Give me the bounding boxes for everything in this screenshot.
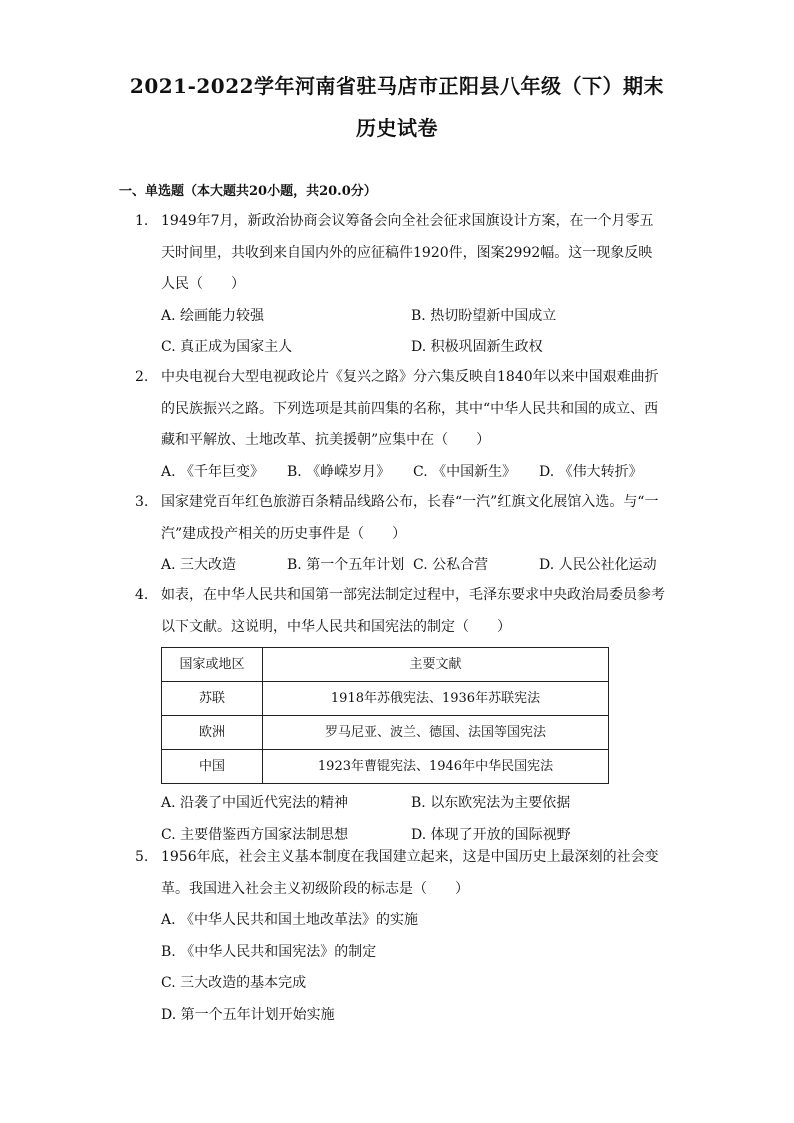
option-d[interactable]: D. 积极巩固新生政权 xyxy=(411,339,543,355)
options-row xyxy=(161,457,665,489)
option-c[interactable]: C. 三大改造的基本完成 xyxy=(161,975,307,991)
option-a[interactable]: A. 沿袭了中国近代宪法的精神 xyxy=(161,795,349,811)
table-row xyxy=(162,682,609,716)
option-d[interactable]: D. 人民公社化运动 xyxy=(539,557,657,573)
option-d[interactable]: D. 《伟大转折》 xyxy=(539,463,643,480)
question-stem: 如表，在中华人民共和国第一部宪法制定过程中，毛泽东要求中央政治局委员参考以下文献。这说明，中华人民共和国宪法的制定（ ） xyxy=(161,587,665,635)
option-c[interactable]: C. 真正成为国家主人 xyxy=(161,339,293,355)
option-b[interactable]: B. 以东欧宪法为主要依据 xyxy=(411,795,571,811)
question-number: 2. xyxy=(135,369,149,385)
table-cell: 罗马尼亚、波兰、德国、法国等国宪法 xyxy=(263,716,609,750)
table-row xyxy=(162,716,609,750)
reference-table xyxy=(161,647,609,784)
table-cell: 1923年曹锟宪法、1946年中华民国宪法 xyxy=(263,750,609,784)
option-a[interactable]: A. 绘画能力较强 xyxy=(161,307,265,324)
table-header: 国家或地区 xyxy=(162,648,263,682)
option-b[interactable]: B. 《中华人民共和国宪法》的制定 xyxy=(161,943,377,960)
question-number: 1. xyxy=(135,213,149,229)
question-1 xyxy=(135,206,665,364)
option-a[interactable]: A. 三大改造 xyxy=(161,557,237,573)
options-row xyxy=(161,301,665,333)
options-row xyxy=(161,550,665,582)
table-cell: 1918年苏俄宪法、1936年苏联宪法 xyxy=(263,682,609,716)
option-b[interactable]: B. 第一个五年计划 xyxy=(287,557,405,573)
option-c[interactable]: C. 公私合营 xyxy=(413,557,489,573)
exam-title-line1: 2021-2022学年河南省驻马店市正阳县八年级（下）期末 xyxy=(129,74,665,98)
option-c[interactable]: C. 主要借鉴西方国家法制思想 xyxy=(161,826,349,843)
option-d[interactable]: D. 第一个五年计划开始实施 xyxy=(161,1006,335,1023)
option-d[interactable]: D. 体现了开放的国际视野 xyxy=(411,826,571,843)
table-header-row xyxy=(162,648,609,682)
option-c[interactable]: C. 《中国新生》 xyxy=(413,463,517,480)
section-heading: 一、单选题（本大题共20小题，共20.0分） xyxy=(119,184,377,199)
option-a[interactable]: A. 《千年巨变》 xyxy=(161,463,265,480)
options-row xyxy=(161,332,665,364)
question-number: 4. xyxy=(135,587,149,603)
table-header: 主要文献 xyxy=(263,648,609,682)
options-row xyxy=(161,788,665,820)
question-number: 3. xyxy=(135,494,149,510)
option-b[interactable]: B. 《峥嵘岁月》 xyxy=(287,463,391,480)
question-stem: 中央电视台大型电视政论片《复兴之路》分六集反映自1840年以来中国艰难曲折的民族振兴之路。下列选项是其前四集的名称，其中“中华人民共和国的成立、西藏和平解放、土地改革、抗美援朝”应集中在（ ） xyxy=(161,369,659,448)
table-cell: 欧洲 xyxy=(162,716,263,750)
question-2 xyxy=(135,362,665,488)
question-stem: 1956年底，社会主义基本制度在我国建立起来，这是中国历史上最深刻的社会变革。我国进入社会主义初级阶段的标志是（ ） xyxy=(161,849,659,897)
option-b[interactable]: B. 热切盼望新中国成立 xyxy=(411,307,557,324)
exam-title-line2: 历史试卷 xyxy=(356,116,438,140)
table-row xyxy=(162,750,609,784)
question-number: 5. xyxy=(135,849,149,865)
question-stem: 1949年7月，新政治协商会议筹备会向全社会征求国旗设计方案，在一个月零五天时间里，共收到来自国内外的应征稿件1920件，图案2992幅。这一现象反映人民（ ） xyxy=(161,213,654,292)
option-a[interactable]: A. 《中华人民共和国土地改革法》的实施 xyxy=(161,912,419,928)
table-cell: 苏联 xyxy=(162,682,263,716)
question-5 xyxy=(135,842,665,1031)
question-4 xyxy=(135,580,665,851)
table-cell: 中国 xyxy=(162,750,263,784)
question-stem: 国家建党百年红色旅游百条精品线路公布，长春“一汽”红旗文化展馆入选。与“一汽”建成投产相关的历史事件是（ ） xyxy=(161,494,659,542)
question-3 xyxy=(135,487,665,582)
